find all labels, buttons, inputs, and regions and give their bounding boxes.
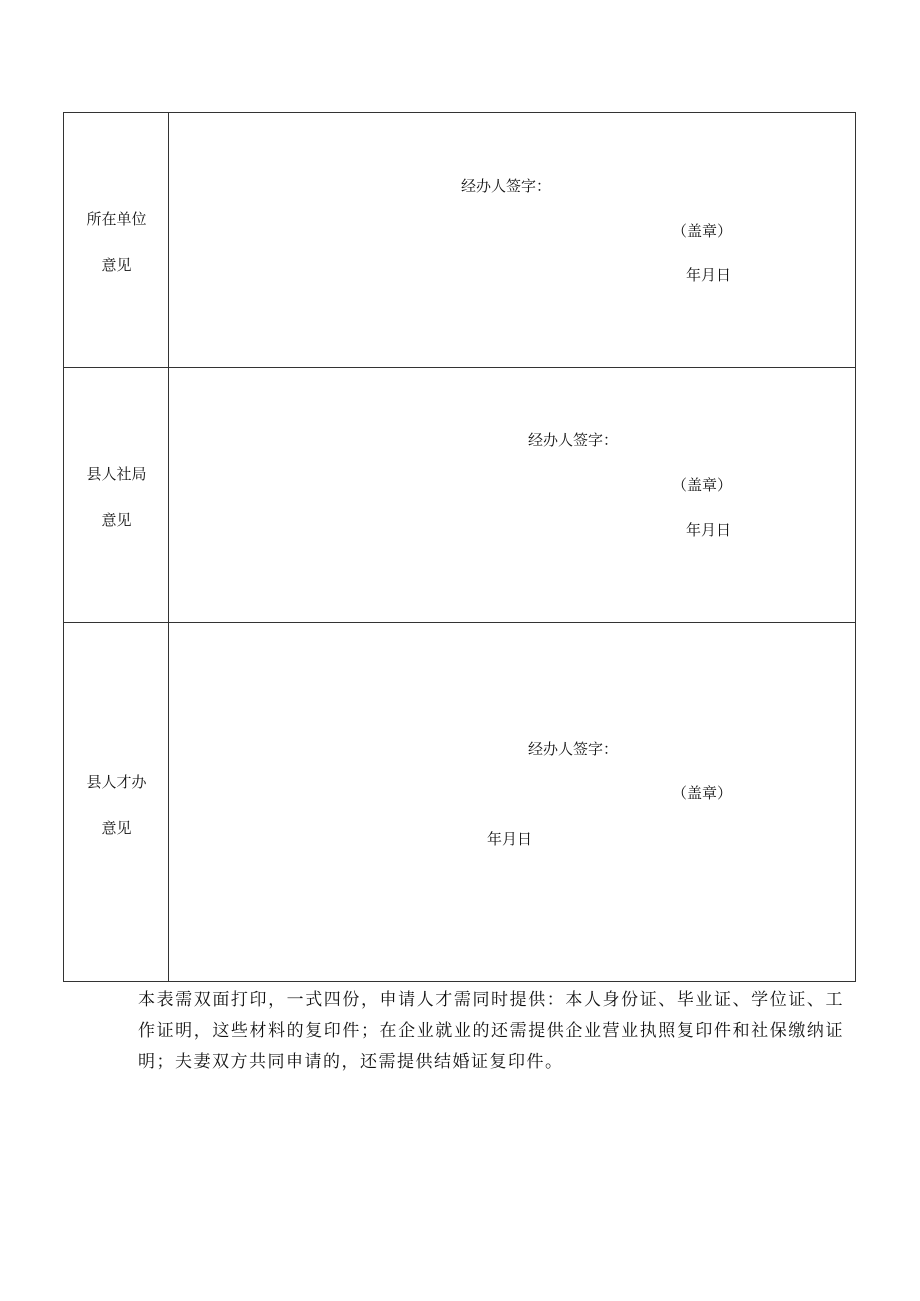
seal-label: （盖章） — [672, 784, 733, 802]
row-label: 县人社局 — [86, 465, 147, 483]
row-label-sub: 意见 — [101, 511, 132, 529]
seal-label: （盖章） — [672, 476, 733, 494]
row-label-sub: 意见 — [101, 256, 132, 274]
row-label: 县人才办 — [86, 773, 147, 791]
row-label: 所在单位 — [86, 210, 147, 228]
row-county-hr-opinion — [64, 367, 855, 622]
seal-label: （盖章） — [672, 222, 733, 240]
signature-field[interactable]: 经办人签字： — [528, 431, 619, 449]
row-employer-opinion — [64, 113, 855, 367]
opinion-table — [63, 112, 856, 982]
label-cell — [64, 113, 169, 367]
date-field[interactable]: 年月日 — [686, 521, 732, 539]
date-field[interactable]: 年月日 — [487, 830, 533, 848]
label-cell — [64, 623, 169, 981]
date-field[interactable]: 年月日 — [686, 266, 732, 284]
signature-field[interactable]: 经办人签字： — [461, 177, 552, 195]
row-label-sub: 意见 — [101, 819, 132, 837]
footnote: 本表需双面打印，一式四份，申请人才需同时提供：本人身份证、毕业证、学位证、工作证明，这些材料的复印件；在企业就业的还需提供企业营业执照复印件和社保缴纳证明；夫妻双方共同申请的，还需提供结婚证复印件。 — [138, 990, 844, 1072]
row-county-talent-office-opinion — [64, 622, 855, 981]
label-cell — [64, 368, 169, 622]
signature-field[interactable]: 经办人签字： — [528, 740, 619, 758]
